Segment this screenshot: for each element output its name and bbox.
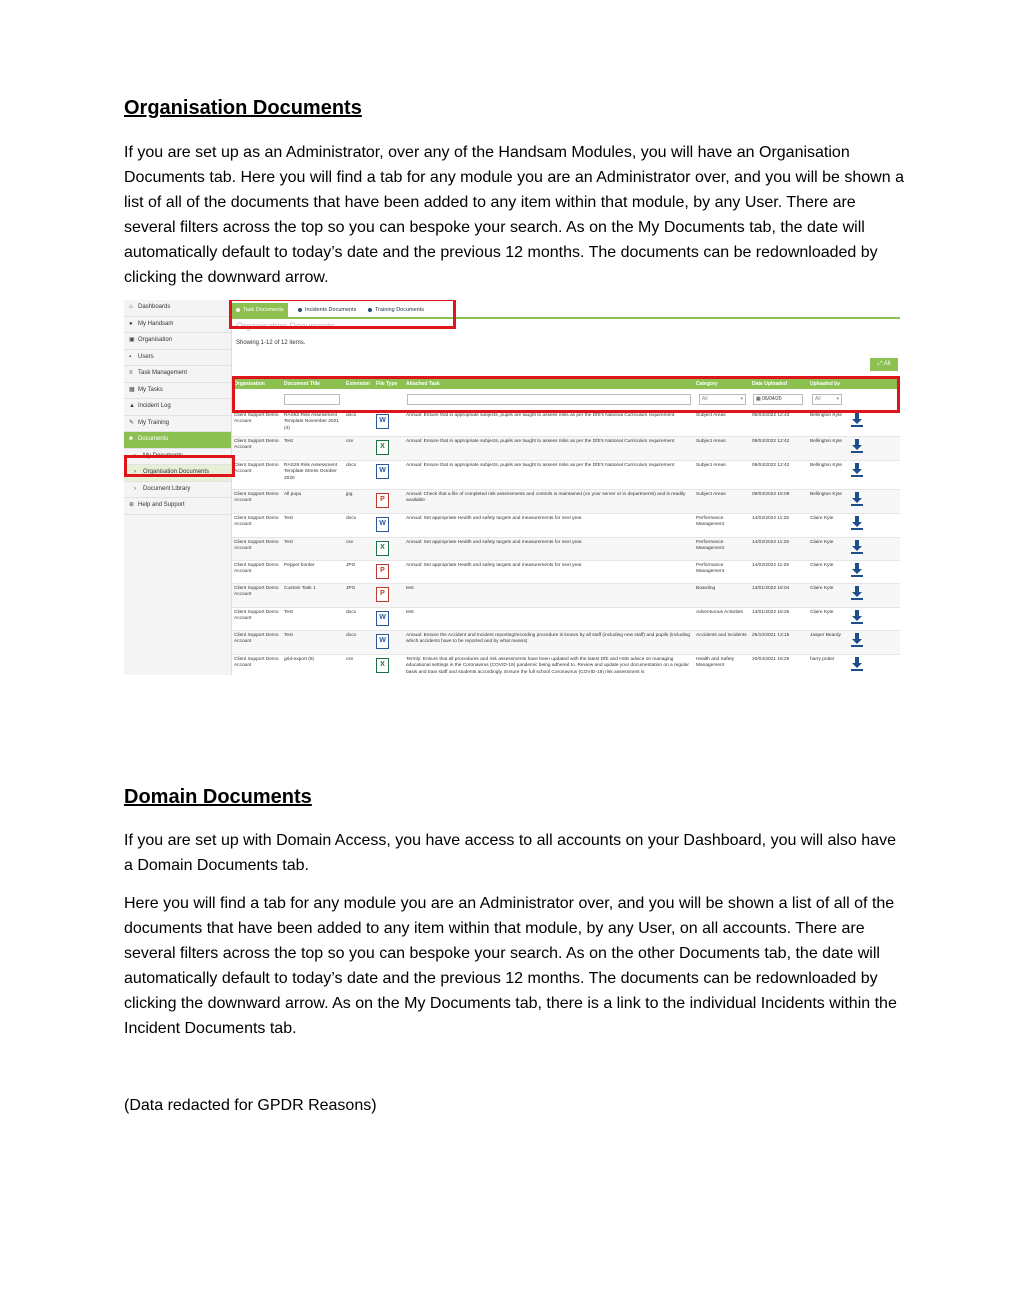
uploaded-by-cell: Bellington Kyte [810, 463, 842, 468]
excel-file-icon: X [376, 541, 389, 556]
date-uploaded-cell: 20/04/2021 16:25 [752, 657, 790, 662]
excel-file-icon: X [376, 440, 389, 455]
word-file-icon: W [376, 634, 389, 649]
category-cell: Accidents and Incidents [696, 633, 747, 638]
download-icon[interactable] [850, 412, 864, 428]
column-header-file-type[interactable]: File Type [376, 381, 398, 387]
download-icon[interactable] [850, 539, 864, 555]
uploaded-by-cell: Jasper Beardy [810, 633, 841, 638]
show-all-button[interactable] [870, 358, 898, 371]
download-icon[interactable] [850, 491, 864, 507]
word-file-icon: W [376, 517, 389, 532]
attached-task-cell: Annual: Ensure that in appropriate subjects, pupils are taught to assess risks as per the DfE's National Curriculum requirement [406, 413, 675, 418]
expand-icon: ⤢ [877, 361, 884, 367]
document-title-cell: RAS29 Risk Assessment Template Stress October 2020 [284, 463, 338, 481]
extension-cell: csv [346, 540, 354, 545]
sidebar-item-label: Task Management [138, 370, 188, 376]
document-title-cell: Test [284, 633, 293, 638]
file-type-cell [374, 461, 404, 489]
sidebar-item-label: My Training [138, 419, 170, 426]
table-row [232, 561, 900, 584]
sidebar-item-label: Incident Log [138, 403, 171, 409]
results-summary: Showing 1-12 of 12 items. [236, 340, 306, 346]
organisation-cell: Client Support Demo Account [234, 492, 279, 504]
uploaded-by-filter-value: All [815, 396, 821, 402]
uploaded-by-cell: Claire Kyte [810, 516, 834, 521]
attached-task-cell: Annual: Ensure that in appropriate subjects, pupils are taught to assess risks as per the DfE's National Curriculum requirement [406, 439, 675, 444]
users-icon: ▪ [129, 353, 132, 360]
list-icon: ≡ [129, 370, 133, 376]
sidebar-item-label: My Tasks [138, 386, 163, 393]
organisation-cell: Client Support Demo Account [234, 439, 279, 451]
extension-cell: docx [346, 633, 357, 638]
file-type-cell [374, 631, 404, 654]
table-row [232, 631, 900, 655]
uploaded-by-cell: Claire Kyte [810, 586, 834, 591]
file-type-cell [374, 608, 404, 630]
sidebar-item-label: My Documents [143, 452, 184, 459]
date-filter-value: 06/04/20 [762, 396, 782, 402]
category-cell: Performance Management [696, 540, 724, 552]
document-title-cell: RAS82 Risk Assessment Template November 2021 (4) [284, 413, 339, 431]
download-icon[interactable] [850, 515, 864, 531]
document-title-cell: grid-export (8) [284, 657, 315, 662]
category-cell: Performance Management [696, 516, 724, 528]
tab-label: Training Documents [375, 307, 425, 313]
uploaded-by-cell: Bellington Kyte [810, 439, 842, 444]
document-title-cell: Test [284, 516, 293, 521]
column-header-category[interactable]: Category [696, 381, 718, 387]
date-uploaded-cell: 14/02/2022 11:26 [752, 516, 789, 521]
organisation-cell: Client Support Demo Account [234, 586, 279, 598]
document-title-cell: Custom Task 1 [284, 586, 316, 591]
file-type-cell [374, 655, 404, 675]
download-icon[interactable] [850, 609, 864, 625]
organisation-cell: Client Support Demo Account [234, 516, 279, 528]
tab-label: Task Documents [243, 307, 284, 313]
organisation-cell: Client Support Demo Account [234, 413, 279, 425]
building-icon: ▣ [129, 337, 135, 343]
column-header-uploaded-by[interactable]: Uploaded by [810, 381, 841, 387]
file-type-cell [374, 411, 404, 436]
category-cell: Boarding [696, 586, 716, 591]
table-body [232, 411, 900, 675]
uploaded-by-cell: Bellington Kyte [810, 413, 842, 418]
sidebar-item-help-and-support[interactable] [124, 498, 231, 515]
file-type-cell [374, 538, 404, 560]
category-cell: Subject Areas [696, 492, 726, 497]
table-row [232, 490, 900, 514]
column-header-organisation[interactable]: Organisation [234, 381, 265, 387]
chevron-down-icon: ▾ [740, 396, 743, 402]
extension-cell: JPG [346, 586, 356, 591]
extension-cell: docx [346, 463, 357, 468]
organisation-cell: Client Support Demo Account [234, 540, 279, 552]
document-title-cell: Test [284, 439, 293, 444]
extension-cell: docx [346, 610, 357, 615]
image-file-icon: P [376, 587, 389, 602]
date-uploaded-cell: 14/02/2022 11:26 [752, 563, 789, 568]
organisation-cell: Client Support Demo Account [234, 610, 279, 622]
section-paragraph-organisation: If you are set up as an Administrator, over any of the Handsam Modules, you will have an Organisation Documents tab. Here you will find a tab for any module you are an Administrator over, and you will be shown a list of all of the documents that have been added to any item within that module, by any User. There are several filters across the top so you can bespoke your search. As on the My Documents tab, the date will automatically default to today’s date and the previous 12 months. The documents can be redownloaded by clicking the downward arrow. [124, 144, 904, 286]
uploaded-by-cell: Bellington Kyte [810, 492, 842, 497]
extension-cell: jpg [346, 492, 353, 497]
tab-label: Incidents Documents [305, 307, 357, 313]
download-icon[interactable] [850, 632, 864, 648]
sidebar [124, 300, 232, 675]
category-cell: Adventurous Activities [696, 610, 743, 615]
section-paragraph-domain-1: If you are set up with Domain Access, you have access to all accounts on your Dashboard, you will also have a Domain Documents tab. [124, 832, 896, 874]
date-uploaded-cell: 06/04/2022 12:42 [752, 463, 790, 468]
extension-cell: csv [346, 657, 354, 662]
document-title-cell: Test [284, 540, 293, 545]
excel-file-icon: X [376, 658, 389, 673]
highlight-tabs [229, 300, 456, 329]
date-uploaded-cell: 06/04/2022 12:42 [752, 439, 790, 444]
document-title-cell: Pepper border [284, 563, 315, 568]
sidebar-item-my-training[interactable] [124, 416, 231, 433]
file-type-cell [374, 584, 404, 607]
file-type-cell [374, 437, 404, 460]
category-cell: Performance Management [696, 563, 724, 575]
organisation-cell: Client Support Demo Account [234, 633, 279, 645]
chevron-down-icon: ▾ [836, 396, 839, 402]
organisation-cell: Client Support Demo Account [234, 463, 279, 475]
attached-task-cell: Annual: Ensure that in appropriate subjects, pupils are taught to assess risks as per the DfE's National Curriculum requirement [406, 463, 675, 468]
sidebar-item-label: Dashboards [138, 304, 171, 310]
sidebar-item-my-handsam[interactable] [124, 317, 231, 334]
sidebar-item-document-library[interactable] [124, 482, 231, 499]
column-header-attached-task[interactable]: Attached Task [406, 381, 440, 387]
sidebar-item-incident-log[interactable] [124, 399, 231, 416]
uploaded-by-cell: Claire Kyte [810, 563, 834, 568]
warning-icon: ▲ [129, 403, 135, 409]
extension-cell: JPG [346, 563, 356, 568]
download-icon[interactable] [850, 562, 864, 578]
chevron-icon: › [134, 469, 136, 475]
extension-cell: csv [346, 439, 354, 444]
download-icon[interactable] [850, 462, 864, 478]
table-row [232, 514, 900, 538]
home-icon: ⌂ [129, 304, 133, 310]
attached-task-cell: Termly: Ensure that all procedures and risk assessments have been updated with the latest DfE and HSE advice on managing educational settings in the Coronavirus (COVID-19) pandemic being adhered to. Review and update your documentation on a regular basis and train staff and students accordingly. Ensure the full school Coronavirus (COVID-19) risk assessment is [406, 657, 689, 675]
sidebar-item-task-management[interactable] [124, 366, 231, 383]
table-row [232, 584, 900, 608]
table-row [232, 538, 900, 561]
category-cell: Health and Safety Management [696, 657, 735, 669]
highlight-organisation-documents [124, 452, 235, 477]
attached-task-cell: test [406, 586, 414, 591]
file-type-cell [374, 490, 404, 513]
section-heading-domain-documents: Domain Documents [124, 786, 312, 808]
organisation-cell: Client Support Demo Account [234, 657, 279, 669]
image-file-icon: P [376, 564, 389, 579]
sidebar-item-users[interactable] [124, 350, 231, 367]
table-row [232, 461, 900, 490]
column-header-extension[interactable]: Extension [346, 381, 370, 387]
highlight-filters [232, 376, 900, 413]
extension-cell: docx [346, 413, 357, 418]
table-row [232, 437, 900, 461]
category-cell: Subject Areas [696, 413, 726, 418]
file-type-cell [374, 514, 404, 537]
download-icon[interactable] [850, 656, 864, 672]
image-file-icon: P [376, 493, 389, 508]
download-icon[interactable] [850, 585, 864, 601]
extension-cell: docx [346, 516, 357, 521]
user-icon: ● [129, 320, 133, 327]
organisation-cell: Client Support Demo Account [234, 563, 279, 575]
show-all-label: All [883, 361, 891, 367]
sidebar-item-documents[interactable] [124, 432, 231, 449]
pencil-icon: ✎ [129, 419, 135, 426]
section-heading-organisation-documents: Organisation Documents [124, 97, 362, 119]
chevron-icon: › [134, 485, 136, 492]
category-cell: Subject Areas [696, 463, 726, 468]
table-row [232, 411, 900, 437]
uploaded-by-cell: Claire Kyte [810, 540, 834, 545]
help-icon: ⊕ [129, 502, 135, 508]
uploaded-by-cell: Claire Kyte [810, 610, 834, 615]
document-title-cell: All pupu [284, 492, 302, 497]
documents-table [232, 379, 900, 675]
download-icon[interactable] [850, 438, 864, 454]
column-header-document-title[interactable]: Document Title [284, 381, 321, 387]
date-uploaded-cell: 25/10/2021 13:15 [752, 633, 790, 638]
sidebar-item-label: Help and Support [138, 502, 185, 508]
sidebar-item-my-tasks[interactable] [124, 383, 231, 400]
section-paragraph-domain-2: Here you will find a tab for any module you are an Administrator over, and you will be shown a list of all of the documents that have been added to any item within that module, by any User, on all accounts. There are several filters across the top so you can bespoke your search. As on the other Documents tab, the date will automatically default to today’s date and the previous 12 months. The documents can be redownloaded by clicking the downward arrow. As on the My Documents tab, there is a link to the individual Incidents within the Incident Documents tab. [124, 895, 897, 1037]
chevron-icon: › [134, 452, 136, 459]
sidebar-item-label: Users [138, 353, 154, 360]
date-uploaded-cell: 13/01/2022 15:25 [752, 610, 790, 615]
sidebar-item-label: My Handsam [138, 320, 174, 327]
attached-task-cell: Annual: Set appropriate Health and safety targets and measurements for next year. [406, 563, 583, 568]
date-uploaded-cell: 14/02/2022 11:26 [752, 540, 789, 545]
table-row [232, 608, 900, 631]
document-title-cell: Test [284, 610, 293, 615]
attached-task-cell: Annual: Check that a file of completed risk assessments and controls is maintained (on your server or in departments) and is readily available [406, 492, 686, 504]
category-filter-value: All [702, 396, 708, 402]
calendar-icon: ▦ [756, 396, 763, 402]
attached-task-cell: test [406, 610, 414, 615]
word-file-icon: W [376, 464, 389, 479]
table-row [232, 655, 900, 675]
organisation-documents-screenshot [124, 300, 900, 675]
file-type-cell [374, 561, 404, 583]
sidebar-item-label: Document Library [143, 485, 191, 492]
redaction-note: (Data redacted for GPDR Reasons) [124, 1097, 377, 1114]
date-uploaded-cell: 06/04/2022 12:43 [752, 413, 790, 418]
category-cell: Subject Areas [696, 439, 726, 444]
sidebar-item-label: Organisation [138, 337, 173, 343]
sidebar-item-dashboards[interactable] [124, 300, 231, 317]
word-file-icon: W [376, 611, 389, 626]
column-header-date-uploaded[interactable]: Date Uploaded [752, 381, 788, 387]
attached-task-cell: Annual: Set appropriate Health and safety targets and measurements for next year. [406, 540, 583, 545]
date-uploaded-cell: 09/03/2022 15:08 [752, 492, 790, 497]
grid-icon: ▦ [129, 386, 135, 393]
sidebar-item-organisation[interactable] [124, 333, 231, 350]
folder-icon: ■ [129, 436, 133, 442]
sidebar-item-label: Documents [138, 436, 169, 442]
sidebar-item-label: Organisation Documents [143, 469, 210, 475]
word-file-icon: W [376, 414, 389, 429]
attached-task-cell: Annual: Ensure the Accident and Incident reporting/recording procedure is known by all staff (including new staff) and pupils (including which accidents have to be reported and by what means) [406, 633, 691, 645]
date-uploaded-cell: 13/01/2022 16:04 [752, 586, 790, 591]
attached-task-cell: Annual: Set appropriate Health and safety targets and measurements for next year. [406, 516, 583, 521]
uploaded-by-cell: harry potter [810, 657, 835, 662]
page-title: Organisation Documents [236, 321, 336, 331]
